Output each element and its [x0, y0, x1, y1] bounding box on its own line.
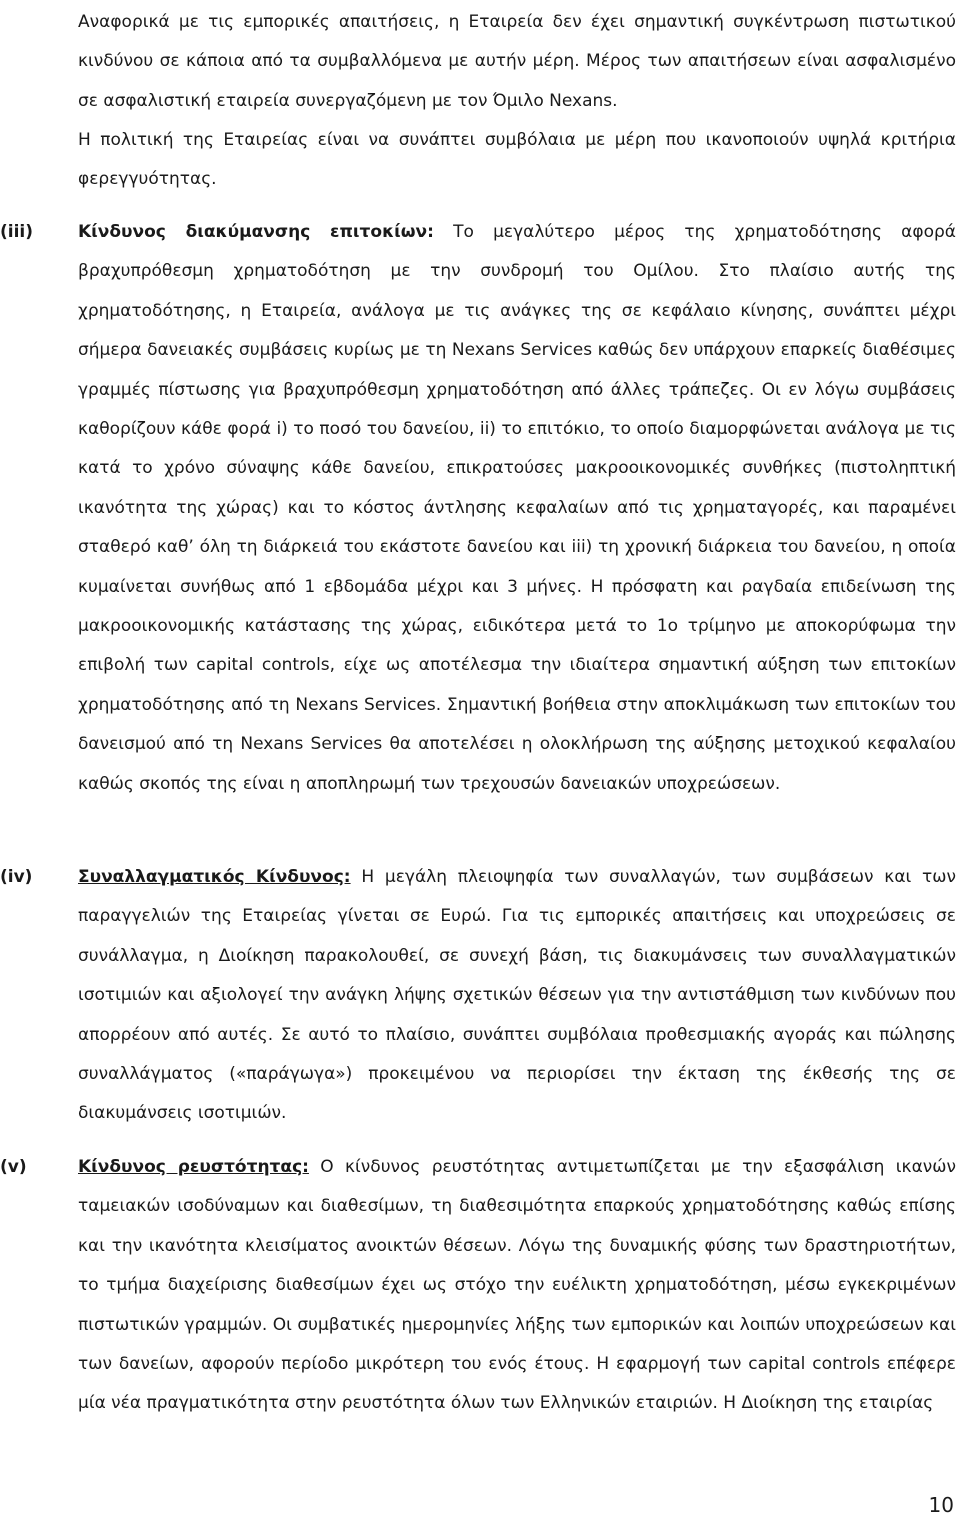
paragraph-credit-policy: Η πολιτική της Εταιρείας είναι να συνάπτει συμβόλαια με μέρη που ικανοποιούν υψηλά κριτήρια φερεγγυότητας.	[78, 130, 956, 190]
section-heading-interest-rate-risk: Κίνδυνος διακύμανσης επιτοκίων:	[78, 222, 434, 242]
section-marker-v: (v)	[0, 1157, 27, 1177]
section-marker-iii: (iii)	[0, 222, 34, 242]
paragraph-credit-risk-receivables: Αναφορικά με τις εμπορικές απαιτήσεις, η Εταιρεία δεν έχει σημαντική συγκέντρωση πιστωτικού κινδύνου σε κάποια από τα συμβαλλόμενα με αυτήν μέρη. Μέρος των απαιτήσεων είναι ασφαλισμένο σε ασφαλιστική εταιρεία συνεργαζόμενη με τον Όμιλο Nexans.	[78, 12, 956, 111]
section-interest-rate-risk	[78, 213, 956, 804]
section-liquidity-risk	[78, 1148, 956, 1424]
section-body-liquidity-risk: Ο κίνδυνος ρευστότητας αντιμετωπίζεται με την εξασφάλιση ικανών ταμειακών ισοδύναμων και διαθεσίμων, τη διαθεσιμότητα επαρκούς χρηματοδότησης καθώς επίσης και την ικανότητα κλεισίματος ανοικτών θέσεων. Λόγω της δυναμικής φύσης των δραστηριοτήτων, το τμήμα διαχείρισης διαθεσίμων έχει ως στόχο την ευέλικτη χρηματοδότηση, μέσω εγκεκριμένων πιστωτικών γραμμών. Οι συμβατικές ημερομηνίες λήξης των εμπορικών και λοιπών υποχρεώσεων και των δανείων, αφορούν περίοδο μικρότερη του ενός έτους. Η εφαρμογή των capital controls επέφερε μία νέα πραγματικότητα στην ρευστότητα όλων των Ελληνικών εταιριών. Η Διοίκηση της εταιρίας	[78, 1157, 957, 1414]
section-heading-liquidity-risk: Κίνδυνος ρευστότητας:	[78, 1157, 309, 1177]
section-heading-fx-risk: Συναλλαγματικός Κίνδυνος:	[78, 867, 351, 887]
section-body-interest-rate-risk: Το μεγαλύτερο μέρος της χρηματοδότησης αφορά βραχυπρόθεσμη χρηματοδότηση με την συνδρομή του Ομίλου. Στο πλαίσιο αυτής της χρηματοδότησης, η Εταιρεία, ανάλογα με τις ανάγκες της σε κεφάλαιο κίνησης, συνάπτει μέχρι σήμερα δανειακές συμβάσεις κυρίως με τη Nexans Services καθώς δεν υπάρχουν επαρκείς διαθέσιμες γραμμές πίστωσης για βραχυπρόθεσμη χρηματοδότηση από άλλες τράπεζες. Οι εν λόγω συμβάσεις καθορίζουν κάθε φορά i) το ποσό του δανείου, ii) το επιτόκιο, το οποίο διαμορφώνεται ανάλογα με τις κατά το χρόνο σύναψης κάθε δανείου, επικρατούσες μακροοικονομικές συνθήκες (πιστοληπτική ικανότητα της χώρας) και το κόστος άντλησης κεφαλαίων από τις χρηματαγορές, και παραμένει σταθερό καθ’ όλη τη διάρκειά του εκάστοτε δανείου και iii) τη χρονική διάρκεια του δανείου, η οποία κυμαίνεται συνήθως από 1 εβδομάδα μέχρι και 3 μήνες. Η πρόσφατη και ραγδαία επιδείνωση της μακροοικονομικής κατάστασης της χώρας, ειδικότερα μετά το 1ο τρίμηνο με αποκορύφωμα την επιβολή των capital controls, είχε ως αποτέλεσμα την ιδιαίτερα σημαντική αύξηση των επιτοκίων χρηματοδότησης από τη Nexans Services. Σημαντική βοήθεια στην αποκλιμάκωση των επιτοκίων του δανεισμού από τη Nexans Services θα αποτελέσει η ολοκλήρωση της αύξησης μετοχικού κεφαλαίου καθώς σκοπός της είναι η αποπληρωμή των τρεχουσών δανειακών υποχρεώσεων.	[78, 222, 957, 794]
section-marker-iv: (iv)	[0, 867, 33, 887]
section-fx-risk	[78, 858, 956, 1134]
page-number: 10	[928, 1493, 954, 1517]
section-body-fx-risk: Η μεγάλη πλειοψηφία των συναλλαγών, των συμβάσεων και των παραγγελιών της Εταιρείας γίνεται σε Ευρώ. Για τις εμπορικές απαιτήσεις και υποχρεώσεις σε συνάλλαγμα, η Διοίκηση παρακολουθεί, σε συνεχή βάση, τις διακυμάνσεις των συναλλαγματικών ισοτιμιών και αξιολογεί την ανάγκη λήψης σχετικών θέσεων για την αντιστάθμιση των κινδύνων που απορρέουν από αυτές. Σε αυτό το πλαίσιο, συνάπτει συμβόλαια προθεσμιακής αγοράς και πώλησης συναλλάγματος («παράγωγα») προκειμένου να περιορίσει την έκταση της έκθεσής της σε διακυμάνσεις ισοτιμιών.	[78, 867, 956, 1124]
